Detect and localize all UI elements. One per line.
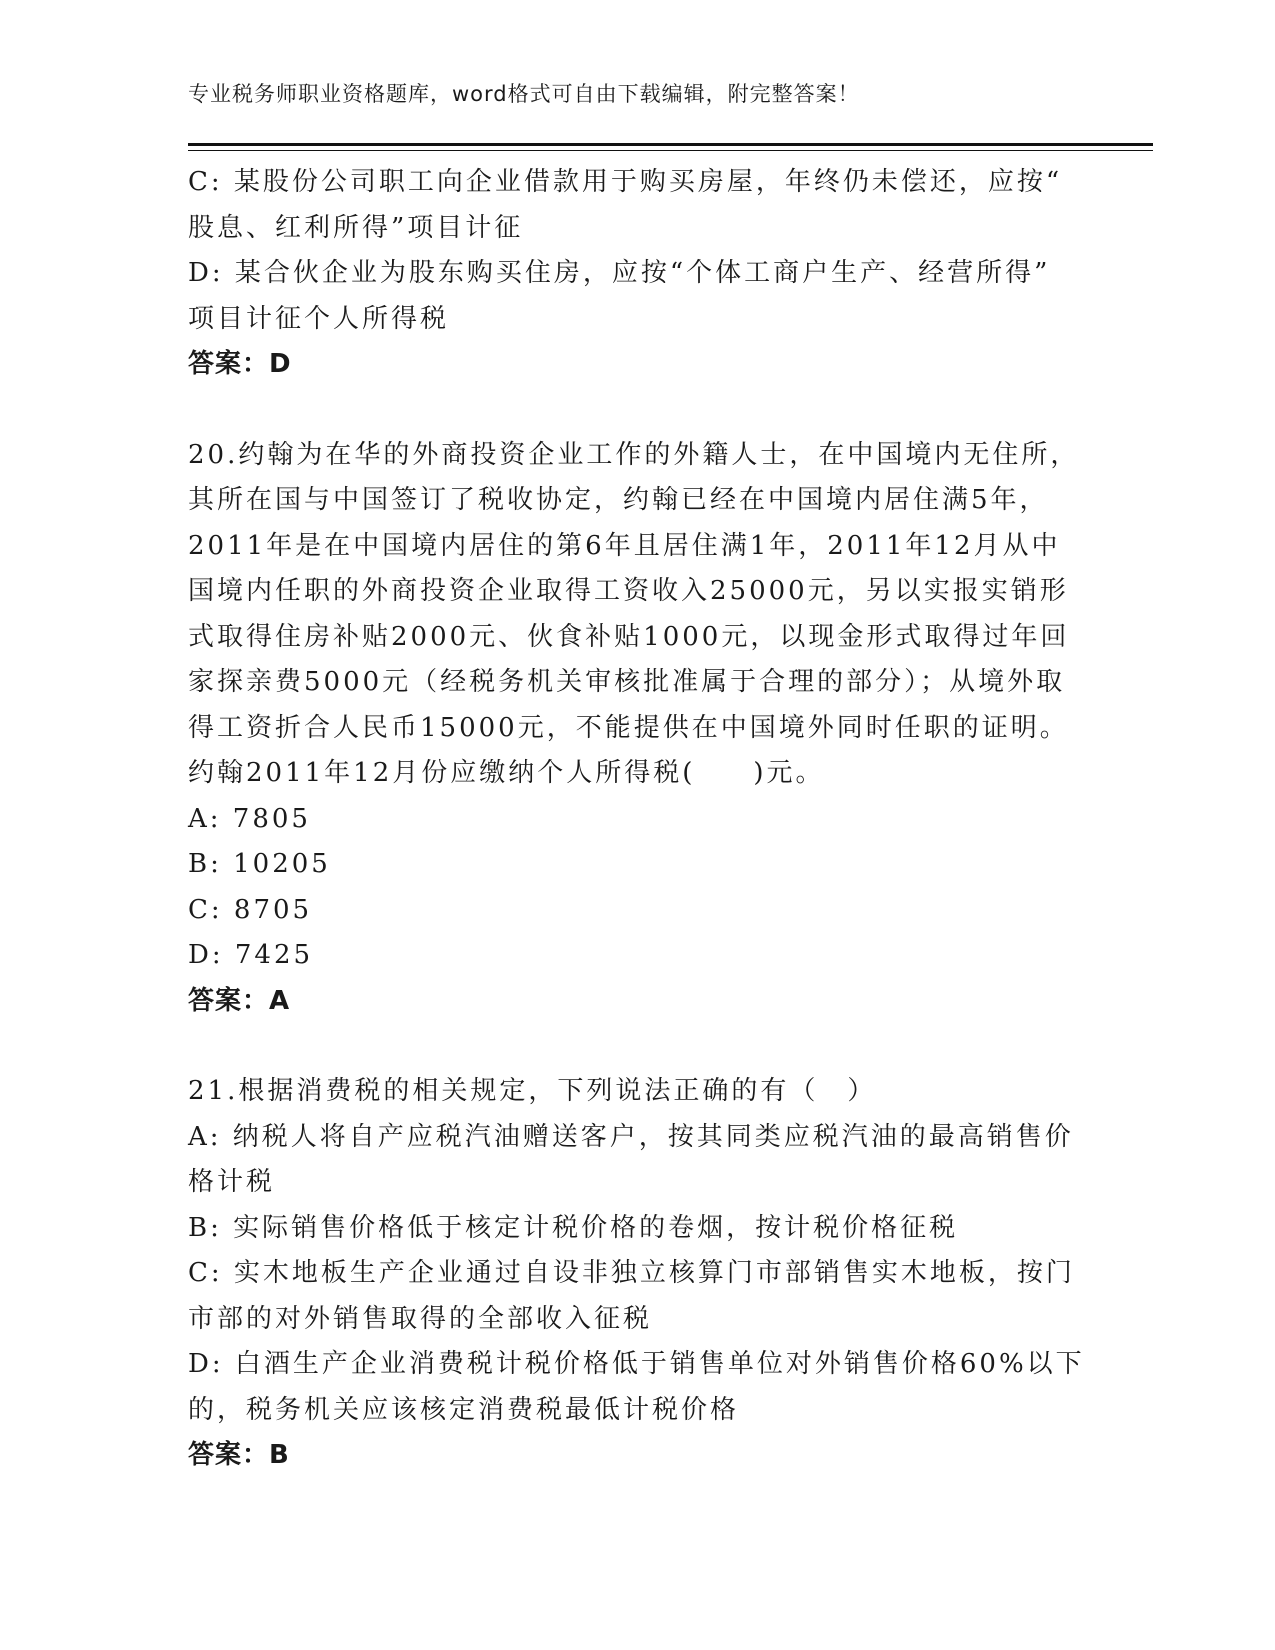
- option-c-line-1: C: 某股份公司职工向企业借款用于购买房屋，年终仍未偿还，应按“: [188, 167, 1063, 197]
- option-a-line-1: A: 纳税人将自产应税汽油赠送客户，按其同类应税汽油的最高销售价: [188, 1121, 1074, 1152]
- question-stem-line: 国境内任职的外商投资企业取得工资收入25000元，另以实报实销形: [188, 576, 1069, 606]
- option-c-line-2: 市部的对外销售取得的全部收入征税: [188, 1303, 653, 1334]
- answer-19: 答案：D: [188, 349, 292, 379]
- option-d-line-2: 项目计征个人所得税: [188, 303, 450, 334]
- question-stem-line: 2011年是在中国境内居住的第6年且居住满1年，2011年12月从中: [188, 530, 1061, 561]
- option-d-line-1: D: 某合伙企业为股东购买住房，应按“个体工商户生产、经营所得”: [188, 258, 1051, 288]
- question-stem-line: 约翰2011年12月份应缴纳个人所得税( )元。: [188, 758, 825, 788]
- option-a: A: 7805: [188, 803, 311, 834]
- question-19-tail: [188, 160, 1068, 388]
- option-d: D: 7425: [188, 940, 314, 970]
- question-stem-line: 其所在国与中国签订了税收协定，约翰已经在中国境内居住满5年，: [188, 485, 1049, 515]
- answer-21: 答案：B: [188, 1440, 290, 1470]
- spacer: [188, 388, 1068, 433]
- option-d-line-2: 的，税务机关应该核定消费税最低计税价格: [188, 1394, 740, 1425]
- question-20: [188, 433, 1080, 1025]
- question-stem-line: 20.约翰为在华的外商投资企业工作的外籍人士，在中国境内无住所，: [188, 439, 1080, 470]
- question-stem: 21.根据消费税的相关规定，下列说法正确的有（ ）: [188, 1076, 877, 1106]
- question-stem-line: 式取得住房补贴2000元、伙食补贴1000元，以现金形式取得过年回: [188, 621, 1070, 652]
- header-rule-thick: [188, 143, 1153, 146]
- question-stem-line: 得工资折合人民币15000元，不能提供在中国境外同时任职的证明。: [188, 712, 1069, 743]
- header-note: 专业税务师职业资格题库，word格式可自由下载编辑，附完整答案！: [188, 82, 860, 106]
- option-b: B: 10205: [188, 849, 331, 879]
- question-stem-line: 家探亲费5000元（经税务机关审核批准属于合理的部分）；从境外取: [188, 667, 1066, 697]
- option-c-line-2: 股息、红利所得”项目计征: [188, 212, 524, 243]
- header-rule-thin: [188, 150, 1153, 151]
- option-b: B: 实际销售价格低于核定计税价格的卷烟，按计税价格征税: [188, 1212, 959, 1243]
- document-body: [188, 160, 1085, 1479]
- spacer: [188, 1024, 1068, 1069]
- answer-20: 答案：A: [188, 985, 291, 1016]
- option-a-line-2: 格计税: [188, 1167, 276, 1197]
- option-d-line-1: D: 白酒生产企业消费税计税价格低于销售单位对外销售价格60%以下: [188, 1349, 1085, 1379]
- option-c: C: 8705: [188, 894, 313, 925]
- option-c-line-1: C: 实木地板生产企业通过自设非独立核算门市部销售实木地板，按门: [188, 1258, 1075, 1288]
- question-21: [188, 1069, 1085, 1479]
